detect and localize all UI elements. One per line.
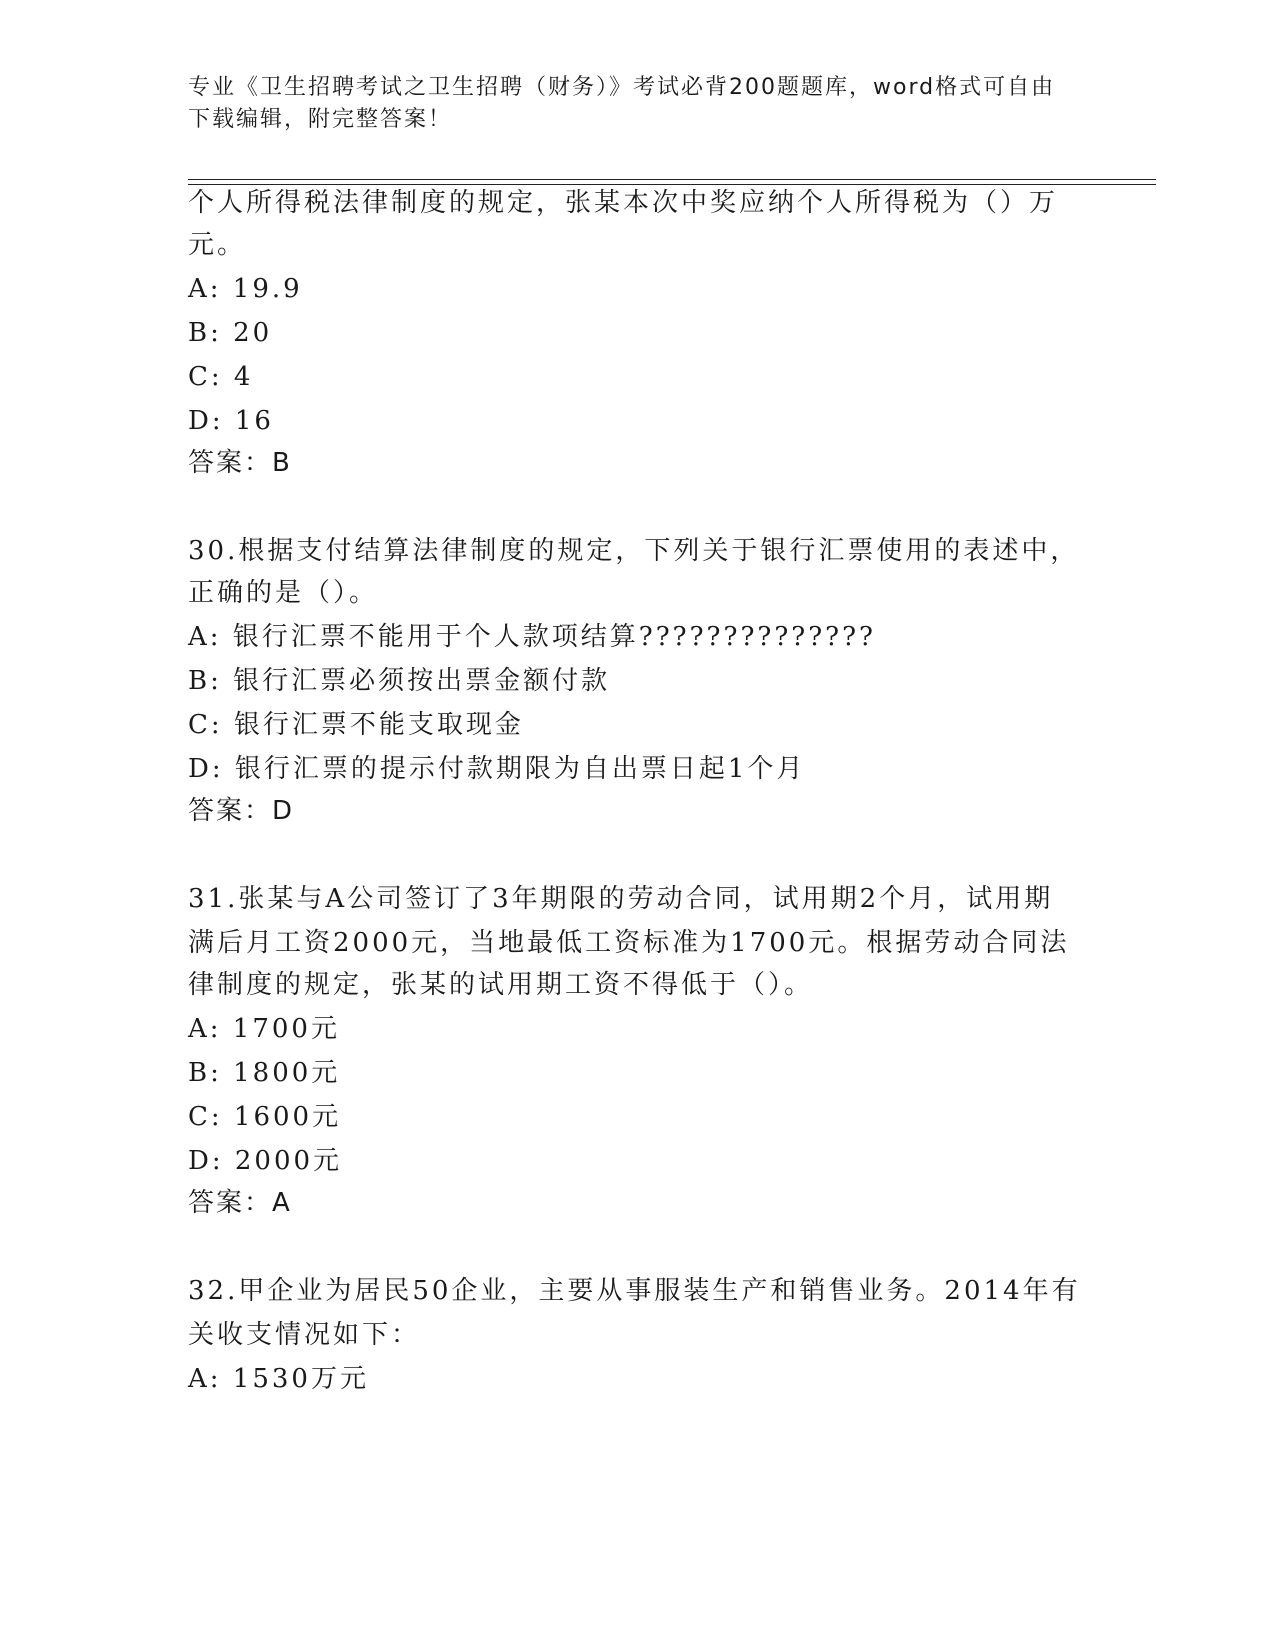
option-c: C: 4 — [188, 362, 254, 392]
question-text-line: 30.根据支付结算法律制度的规定，下列关于银行汇票使用的表述中， — [188, 536, 1080, 566]
option-b: B: 1800元 — [188, 1058, 341, 1088]
answer-label: 答案：D — [188, 796, 295, 826]
question-text-line: 个人所得税法律制度的规定，张某本次中奖应纳个人所得税为（）万 — [188, 188, 1059, 218]
option-a: A: 1530万元 — [188, 1364, 369, 1394]
answer-label: 答案：A — [188, 1188, 292, 1218]
option-c: C: 1600元 — [188, 1102, 342, 1132]
option-d: D: 2000元 — [188, 1146, 343, 1176]
option-a: A: 19.9 — [188, 274, 303, 304]
question-text-line: 关收支情况如下： — [188, 1320, 421, 1350]
option-d: D: 银行汇票的提示付款期限为自出票日起1个月 — [188, 754, 806, 784]
question-text-line: 31.张某与A公司签订了3年期限的劳动合同，试用期2个月，试用期 — [188, 884, 1054, 914]
option-b: B: 20 — [188, 318, 273, 348]
question-text-line: 律制度的规定，张某的试用期工资不得低于（）。 — [188, 970, 814, 1000]
question-text-line: 满后月工资2000元，当地最低工资标准为1700元。根据劳动合同法 — [188, 928, 1070, 958]
option-a: A: 1700元 — [188, 1014, 340, 1044]
header-divider-top — [188, 179, 1156, 180]
question-text-line: 32.甲企业为居民50企业，主要从事服装生产和销售业务。2014年有 — [188, 1276, 1081, 1306]
header-divider-bottom — [188, 184, 1156, 185]
option-d: D: 16 — [188, 406, 274, 436]
question-text-line: 元。 — [188, 230, 247, 260]
option-c: C: 银行汇票不能支取现金 — [188, 710, 524, 740]
option-b: B: 银行汇票必须按出票金额付款 — [188, 666, 611, 696]
question-text-line: 正确的是（）。 — [188, 578, 379, 608]
answer-label: 答案：B — [188, 448, 292, 478]
document-header-title: 专业《卫生招聘考试之卫生招聘（财务）》考试必背200题题库，word格式可自由下载编辑，附完整答案！ — [188, 75, 1056, 132]
option-a: A: 银行汇票不能用于个人款项结算?????????????? — [188, 622, 876, 652]
